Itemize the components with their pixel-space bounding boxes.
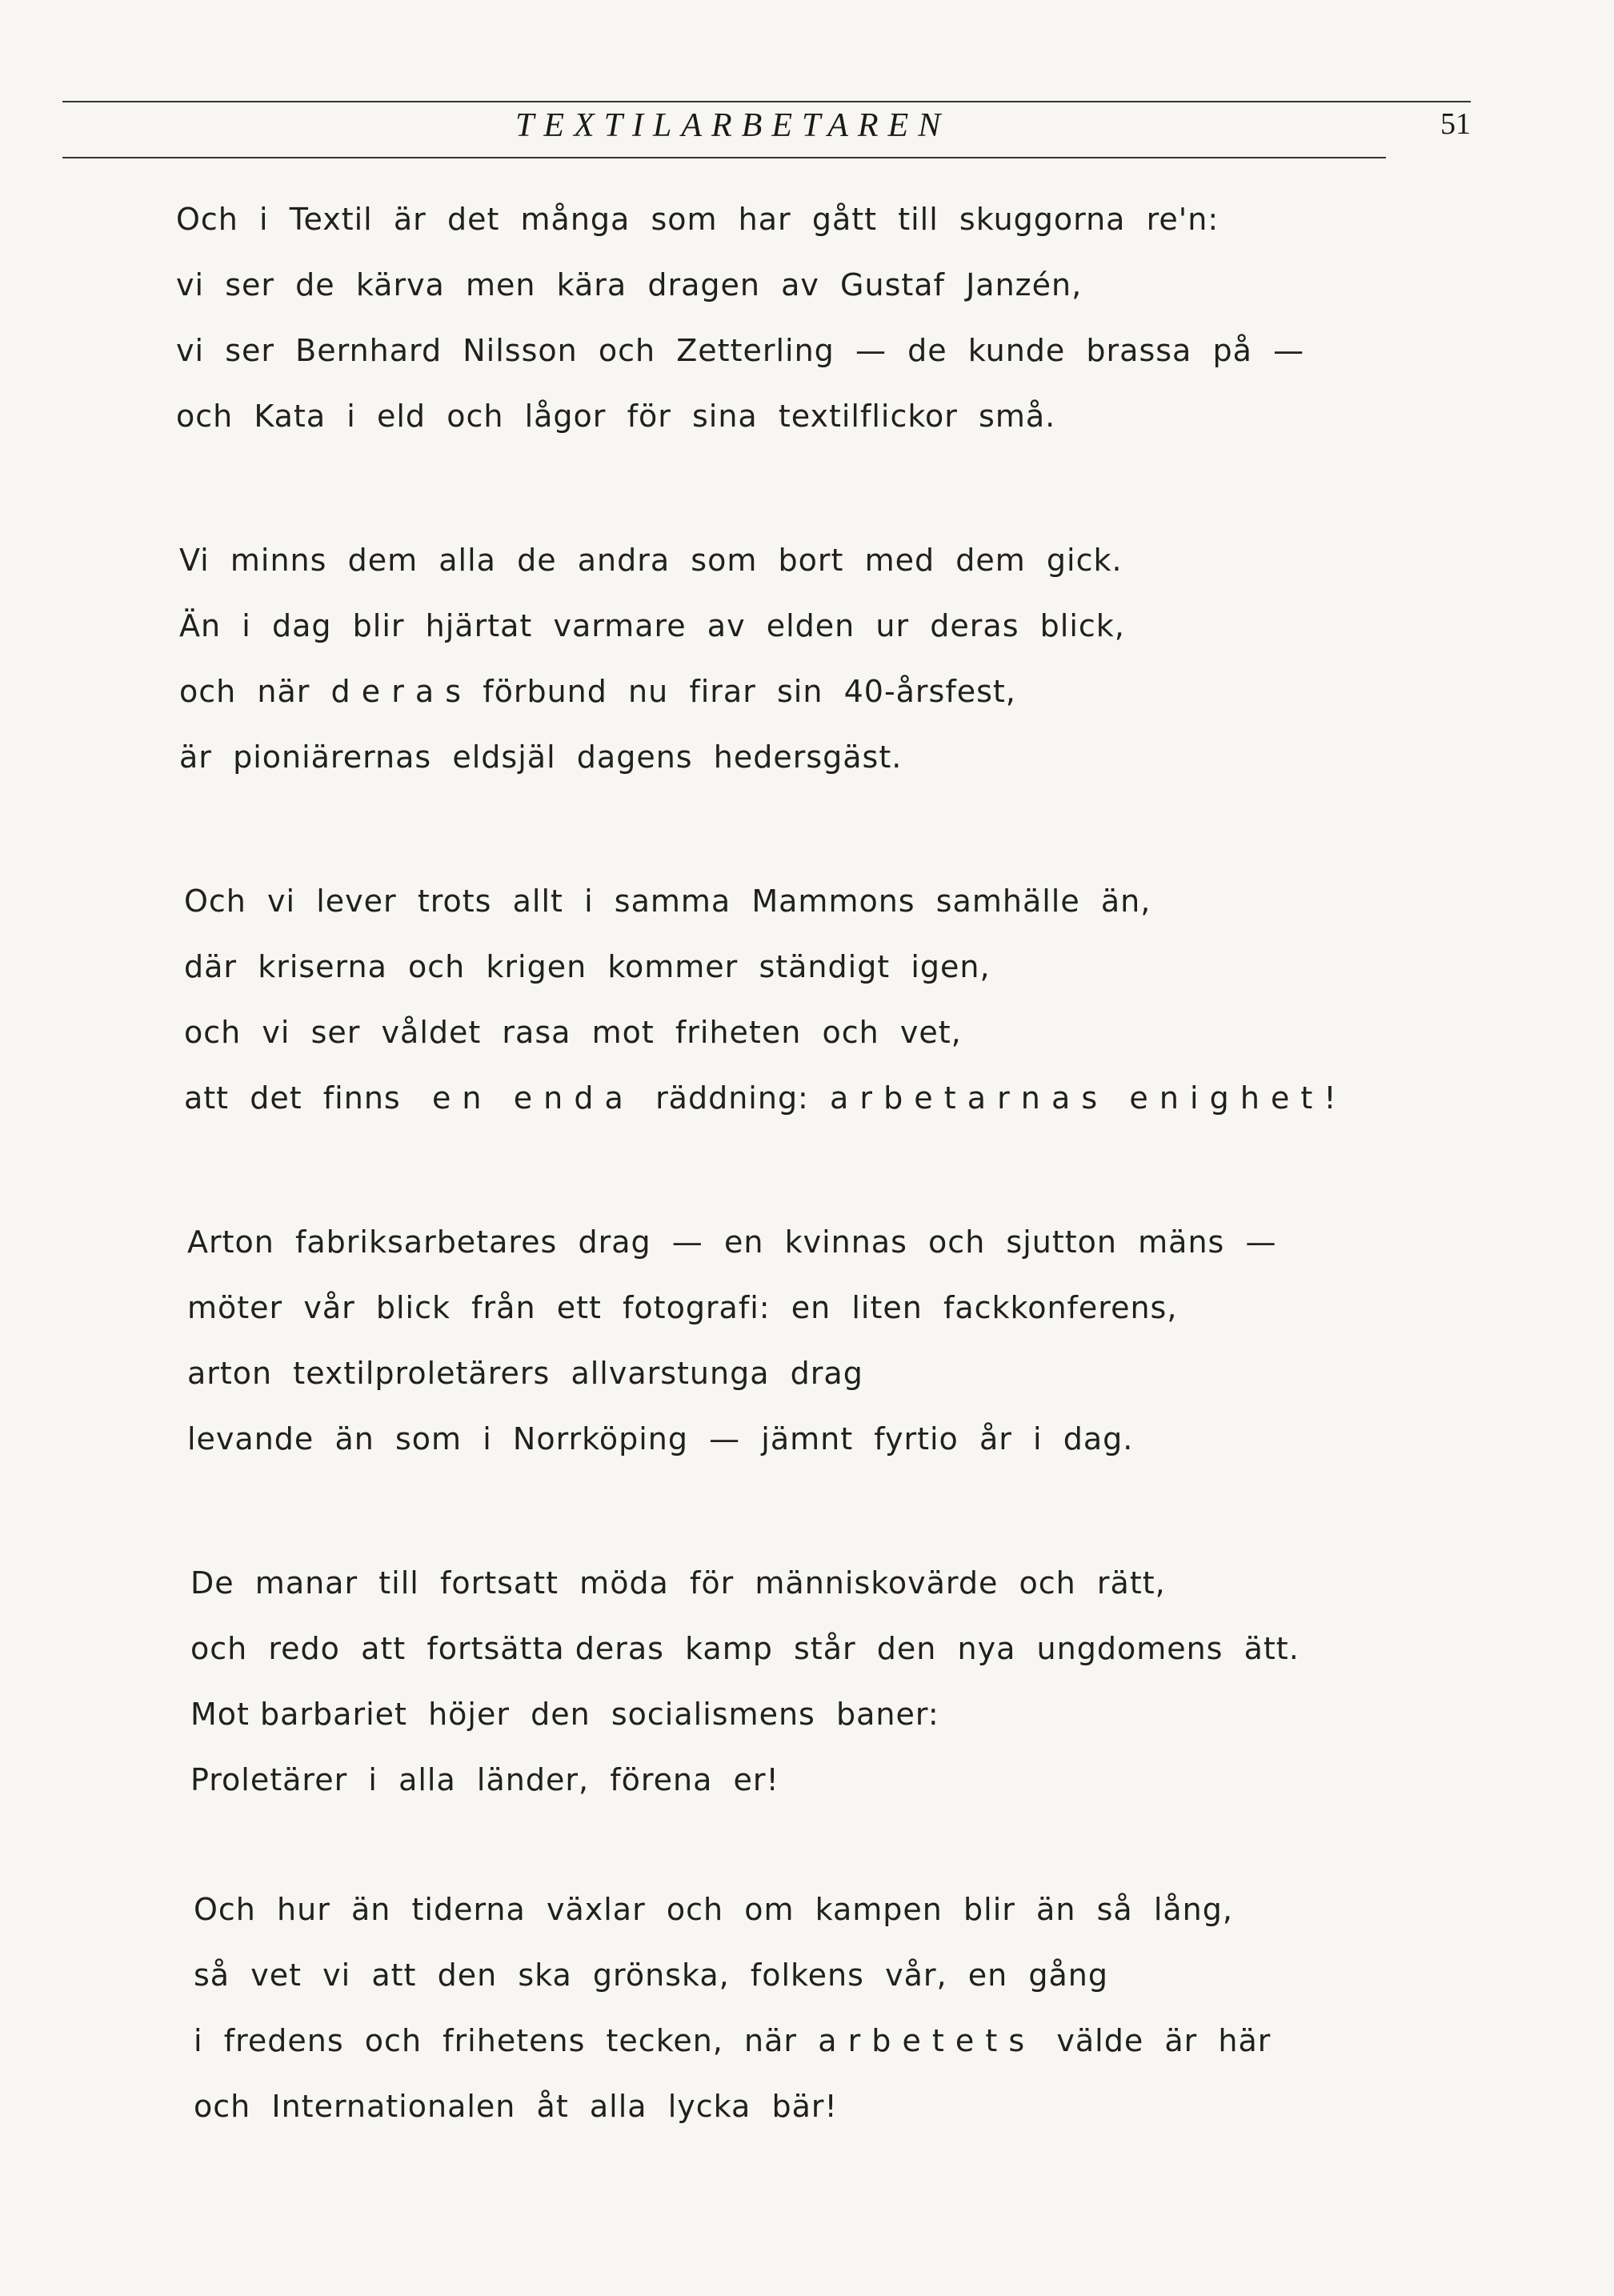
poem-line: att det finns e n e n d a räddning: a r b e t a r n a s e n i g h e t ! [184,1080,1337,1116]
poem-line: Vi minns dem alla de andra som bort med dem gick. [179,543,1123,578]
poem-line: är pioniärernas eldsjäl dagens hedersgäst. [179,739,903,775]
poem-line: och Internationalen åt alla lycka bär! [194,2089,838,2124]
poem-line: Än i dag blir hjärtat varmare av elden ur deras blick, [179,608,1125,643]
poem-line: och redo att fortsätta deras kamp står den nya ungdomens ätt. [190,1631,1300,1666]
poem-line: arton textilproletärers allvarstunga drag [187,1356,863,1391]
poem-line: Proletärer i alla länder, förena er! [190,1762,779,1797]
poem-line: vi ser de kärva men kära dragen av Gustaf Janzén, [176,267,1083,303]
poem-line: och när d e r a s förbund nu firar sin 40-årsfest, [179,674,1016,709]
poem-line: De manar till fortsatt möda för människovärde och rätt, [190,1565,1166,1601]
poem-line: så vet vi att den ska grönska, folkens vår, en gång [194,1957,1108,1993]
poem-line: vi ser Bernhard Nilsson och Zetterling — de kunde brassa på — [176,333,1305,368]
poem-line: där kriserna och krigen kommer ständigt igen, [184,949,991,984]
page-number: 51 [1440,107,1471,141]
poem-line: levande än som i Norrköping — jämnt fyrtio år i dag. [187,1421,1134,1457]
poem-line: möter vår blick från ett fotografi: en liten fackkonferens, [187,1290,1178,1325]
poem-line: och vi ser våldet rasa mot friheten och vet, [184,1015,962,1050]
poem-line: Mot barbariet höjer den socialismens baner: [190,1697,939,1732]
poem-line: i fredens och frihetens tecken, när a r b e t e t s välde är här [194,2023,1272,2058]
poem-line: och Kata i eld och lågor för sina textilflickor små. [176,399,1056,434]
poem-line: Och vi lever trots allt i samma Mammons samhälle än, [184,884,1151,919]
poem-line: Och hur än tiderna växlar och om kampen blir än så lång, [194,1892,1233,1927]
poem-line: Och i Textil är det många som har gått till skuggorna re'n: [176,202,1220,237]
poem-line: Arton fabriksarbetares drag — en kvinnas och sjutton mäns — [187,1224,1277,1260]
journal-title: TEXTILARBETAREN [515,107,951,144]
